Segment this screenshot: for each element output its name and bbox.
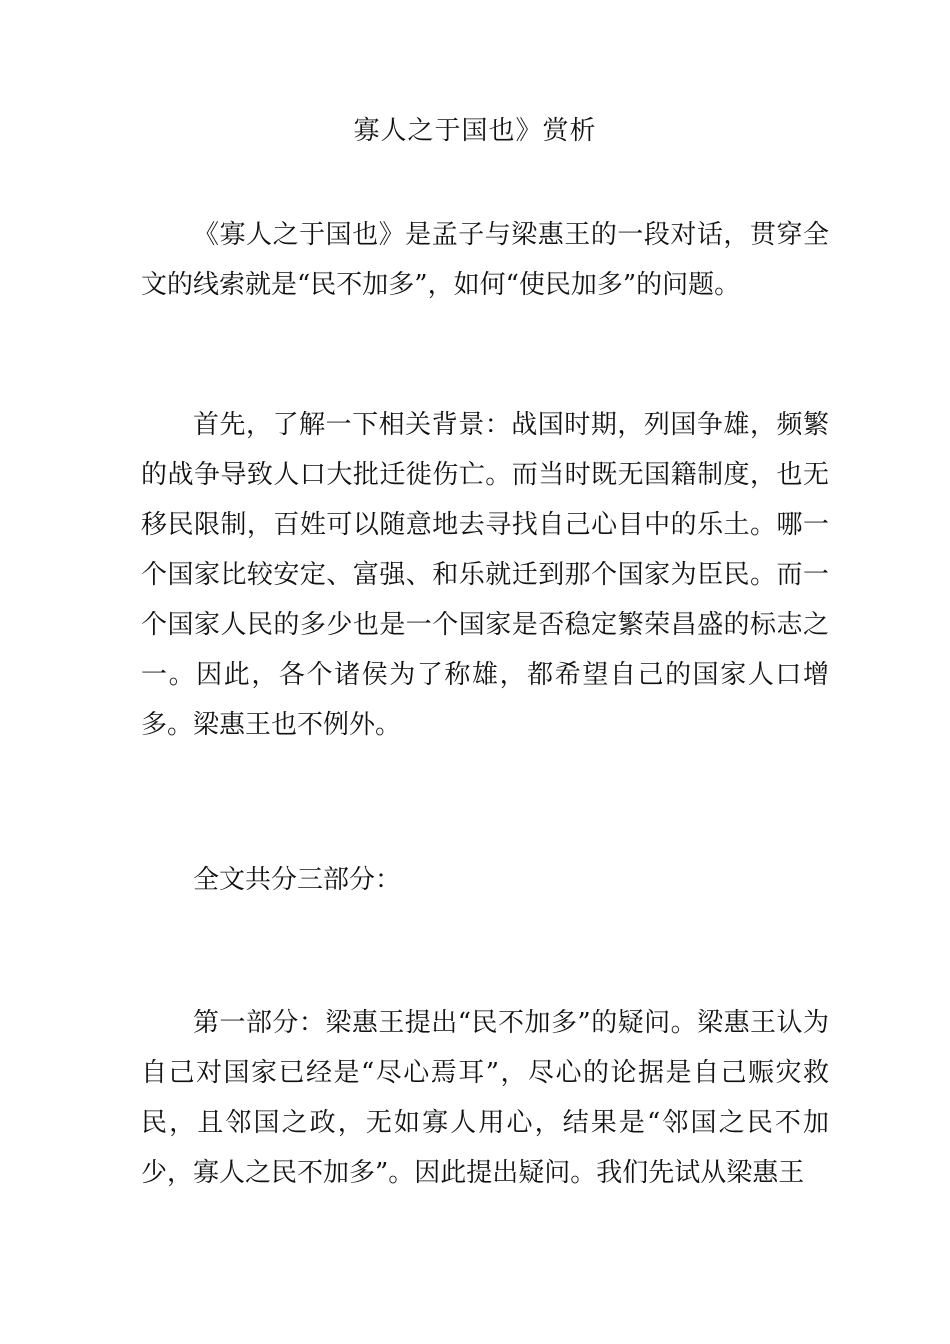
paragraph-background: 首先，了解一下相关背景：战国时期，列国争雄，频繁的战争导致人口大批迁徙伤亡。而当时既无国籍制度，也无移民限制，百姓可以随意地去寻找自己心目中的乐土。哪一个国家比较安定、富强、和乐就迁到那个国家为臣民。而一个国家人民的多少也是一个国家是否稳定繁荣昌盛的标志之一。因此，各个诸侯为了称雄，都希望自己的国家人口增多。梁惠王也不例外。 [141,410,829,740]
paragraph-intro: 《寡人之于国也》是孟子与梁惠王的一段对话，贯穿全文的线索就是“民不加多”，如何“使民加多”的问题。 [141,220,829,300]
paragraph-structure: 全文共分三部分： [193,865,402,895]
document-title: 寡人之于国也》赏析 [353,116,597,146]
paragraph-part-one: 第一部分：梁惠王提出“民不加多”的疑问。梁惠王认为自己对国家已经是“尽心焉耳”，尽心的论据是自己赈灾救民，且邻国之政，无如寡人用心，结果是“邻国之民不加少，寡人之民不加多”。因此提出疑问。我们先试从梁惠王 [141,1008,829,1188]
